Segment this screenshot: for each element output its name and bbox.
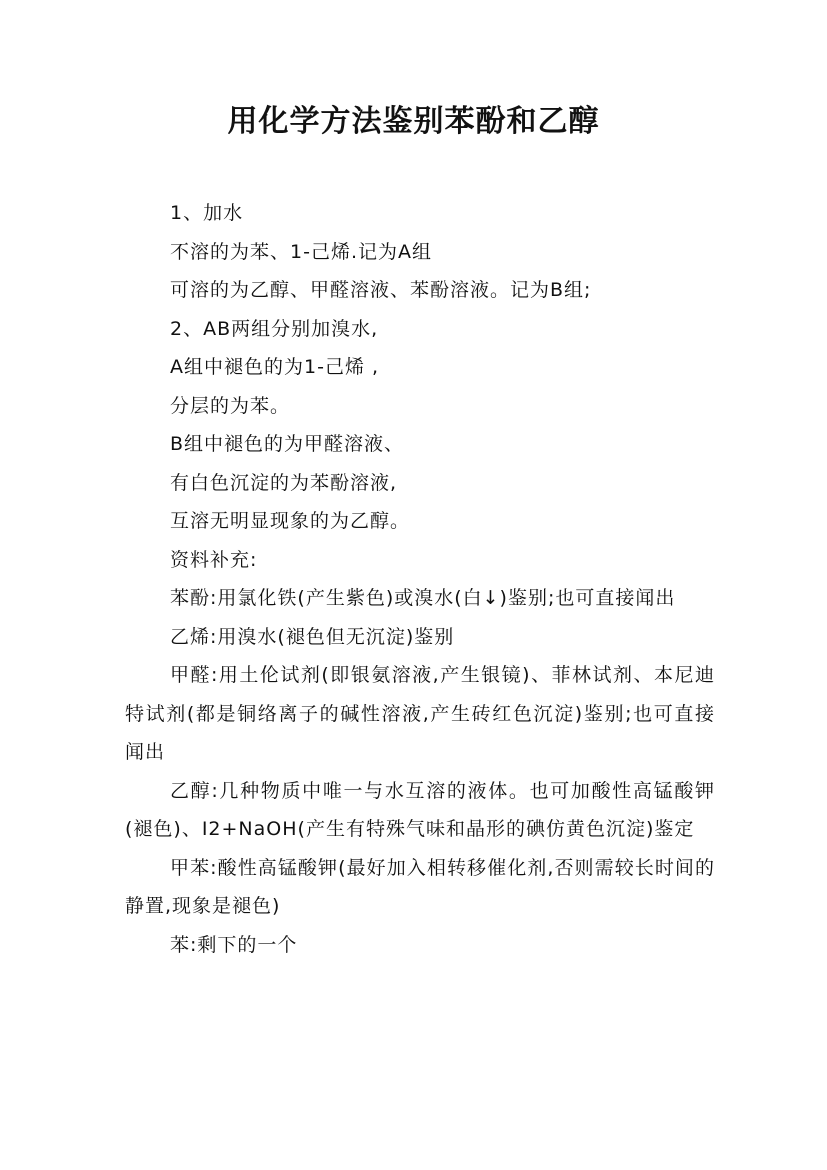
text-line: B组中褪色的为甲醛溶液、 [170, 433, 405, 455]
text-line: 资料补充: [170, 548, 258, 571]
paragraph-benzene: 苯:剩下的一个 [170, 933, 298, 956]
document-title: 用化学方法鉴别苯酚和乙醇 [227, 104, 600, 139]
paragraph-formaldehyde: 甲醛:用土伦试剂(即银氨溶液,产生银镜)、菲林试剂、本尼迪特试剂(都是铜络离子的碱性溶液,产生砖红色沉淀)鉴别;也可直接闻出 [125, 664, 715, 763]
text-line: 不溶的为苯、1-己烯.记为A组 [170, 240, 432, 263]
paragraph-ethylene: 乙烯:用溴水(褪色但无沉淀)鉴别 [170, 625, 455, 648]
text-line: 互溶无明显现象的为乙醇。 [170, 510, 411, 532]
paragraph-ethanol: 乙醇:几种物质中唯一与水互溶的液体。也可加酸性高锰酸钾(褪色)、I2+NaOH(产生有特殊气味和晶形的碘仿黄色沉淀)鉴定 [125, 779, 715, 840]
text-line: 1、加水 [170, 202, 244, 224]
paragraph-toluene: 甲苯:酸性高锰酸钾(最好加入相转移催化剂,否则需较长时间的静置,现象是褪色) [125, 856, 715, 917]
text-line: 有白色沉淀的为苯酚溶液, [170, 471, 398, 494]
text-line: 可溶的为乙醇、甲醛溶液、苯酚溶液。记为B组; [170, 279, 592, 301]
document-body [125, 194, 715, 964]
text-line: A组中褪色的为1-己烯 , [170, 356, 380, 378]
text-line: 分层的为苯。 [170, 394, 291, 417]
text-line: 2、AB两组分别加溴水, [170, 317, 379, 340]
paragraph-phenol: 苯酚:用氯化铁(产生紫色)或溴水(白↓)鉴别;也可直接闻出 [170, 587, 676, 609]
